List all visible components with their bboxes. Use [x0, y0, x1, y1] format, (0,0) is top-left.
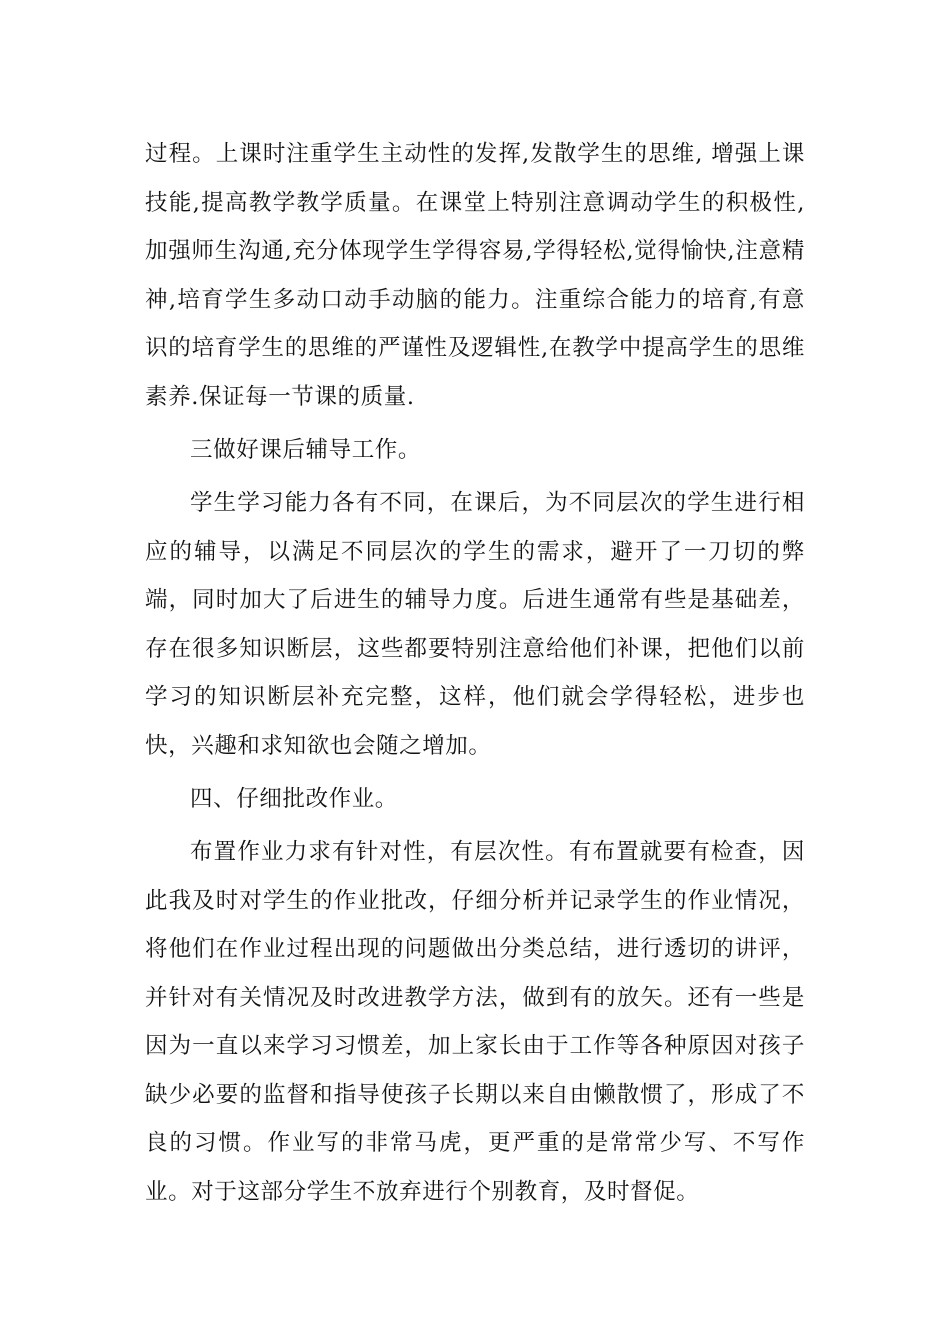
heading-homework-correction: 四、仔细批改作业。	[190, 785, 398, 812]
heading-after-class-tutoring: 三做好课后辅导工作。	[190, 436, 422, 463]
paragraph-teaching-process: 过程。上课时注重学生主动性的发挥,发散学生的思维, 增强上课技能,提高教学教学质量。在课堂上特别注意调动学生的积极性,加强师生沟通,充分体现学生学得容易,学得轻松,觉得愉快,注意精神,培育学生多动口动手动脑的能力。注重综合能力的培育,有意识的培育学生的思维的严谨性及逻辑性,在教学中提高学生的思维素养.保证每一节课的质量.	[145, 141, 805, 410]
paragraph-homework-correction: 布置作业力求有针对性，有层次性。有布置就要有检查，因此我及时对学生的作业批改，仔细分析并记录学生的作业情况，将他们在作业过程出现的问题做出分类总结，进行透切的讲评，并针对有关情况及时改进教学方法，做到有的放矢。还有一些是因为一直以来学习习惯差，加上家长由于工作等各种原因对孩子缺少必要的监督和指导使孩子长期以来自由懒散惯了，形成了不良的习惯。作业写的非常马虎，更严重的是常常少写、不写作业。对于这部分学生不放弃进行个别教育，及时督促。	[145, 839, 805, 1205]
paragraph-after-class-tutoring: 学生学习能力各有不同，在课后，为不同层次的学生进行相应的辅导，以满足不同层次的学生的需求，避开了一刀切的弊端，同时加大了后进生的辅导力度。后进生通常有些是基础差，存在很多知识断层，这些都要特别注意给他们补课，把他们以前学习的知识断层补充完整，这样，他们就会学得轻松，进步也快，兴趣和求知欲也会随之增加。	[145, 490, 805, 759]
document-body	[145, 130, 805, 1221]
